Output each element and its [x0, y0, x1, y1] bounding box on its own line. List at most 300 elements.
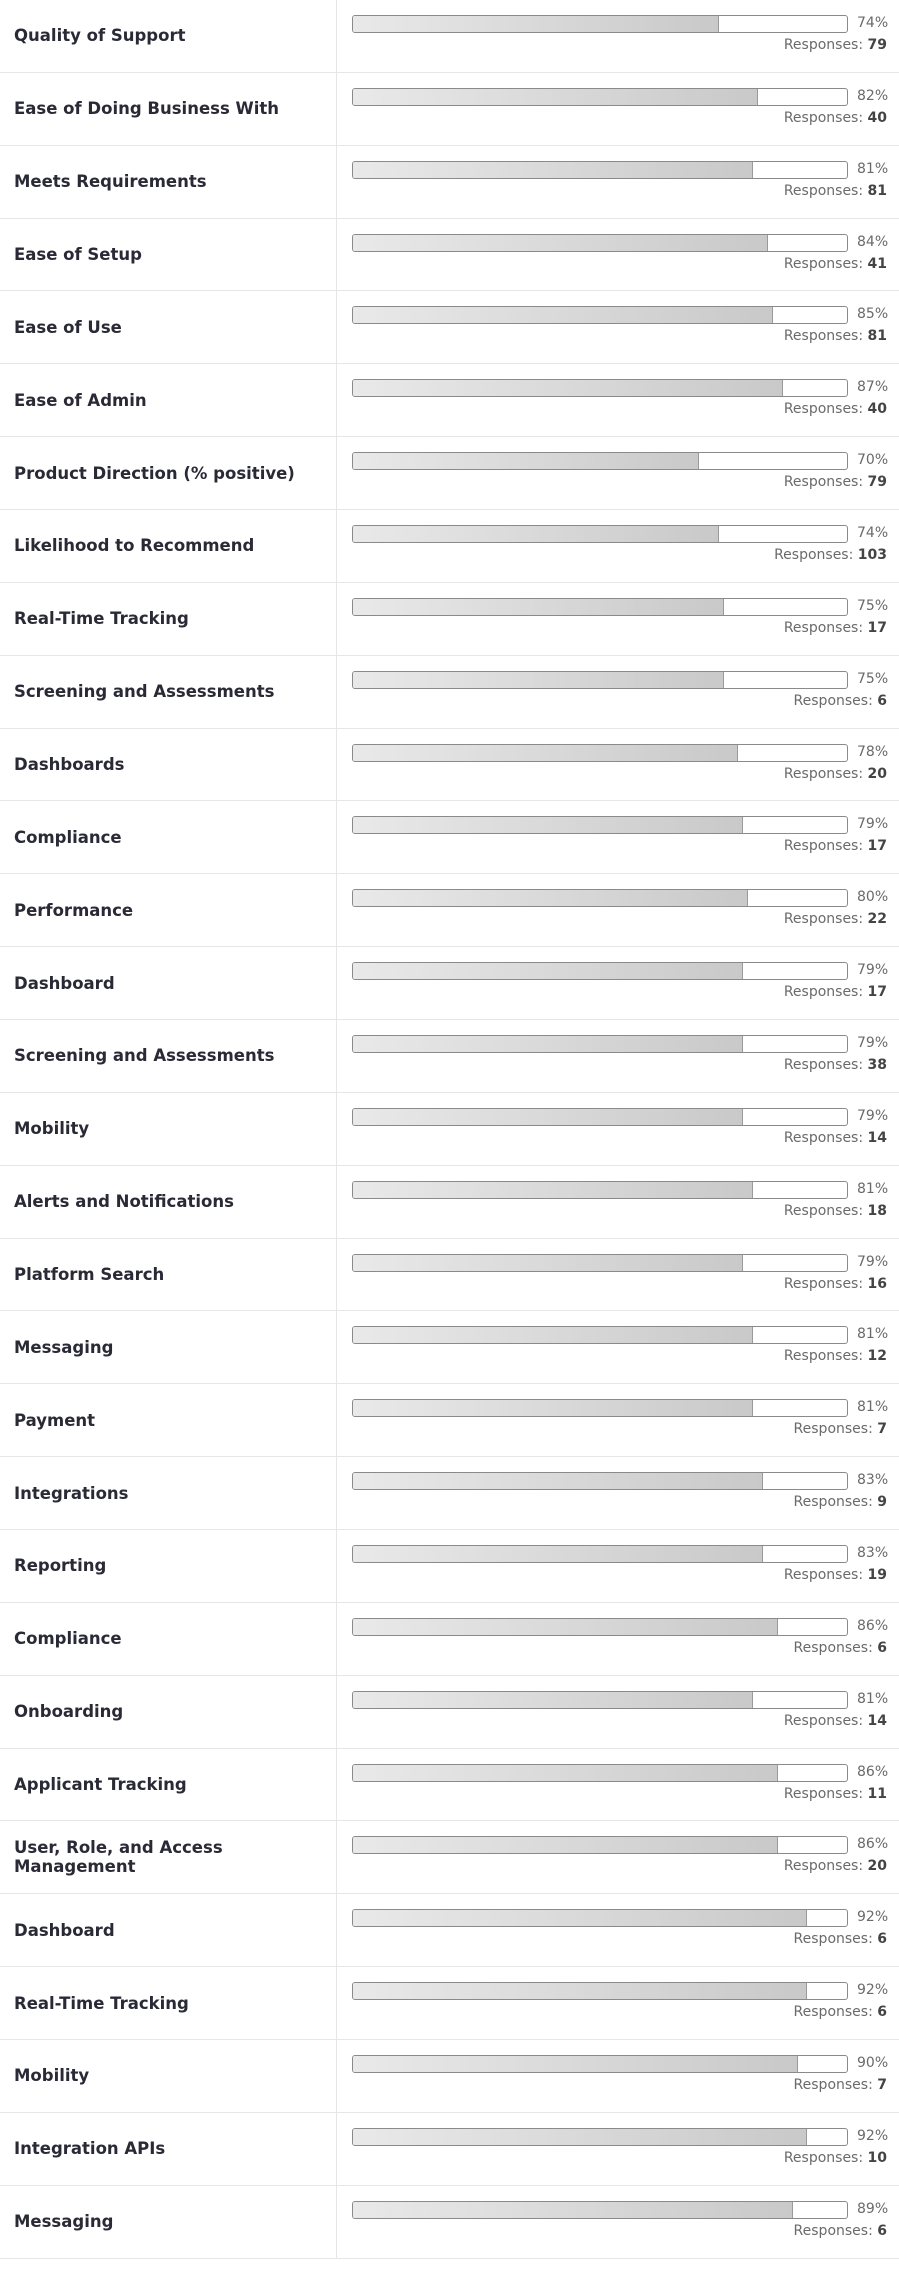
- responses-label: Responses:: [793, 1421, 873, 1438]
- table-row: [0, 1093, 899, 1166]
- feature-label-cell: [0, 1749, 337, 1821]
- responses-count: 81: [867, 328, 887, 345]
- score-bar-fill: [353, 89, 758, 105]
- feature-label: Messaging: [14, 2212, 114, 2232]
- responses-text: [784, 474, 887, 490]
- responses-count: 22: [867, 911, 887, 928]
- score-bar-fill: [353, 963, 743, 979]
- responses-text: [794, 1494, 887, 1510]
- score-cell: [337, 146, 899, 218]
- feature-label-cell: [0, 2113, 337, 2185]
- feature-label: Ease of Doing Business With: [14, 99, 280, 119]
- responses-text: [784, 401, 887, 417]
- table-row: [0, 2040, 899, 2113]
- score-bar-fill: [353, 526, 719, 542]
- score-percent: 81%: [857, 160, 889, 177]
- responses-count: 79: [867, 37, 887, 53]
- responses-count: 20: [867, 765, 887, 782]
- score-cell: [337, 1020, 899, 1092]
- responses-text: [784, 37, 887, 53]
- feature-label: Screening and Assessments: [14, 1046, 275, 1066]
- feature-label-cell: [0, 656, 337, 728]
- responses-label: Responses:: [783, 911, 864, 928]
- score-bar-fill: [353, 1692, 753, 1708]
- feature-label: Mobility: [14, 1119, 90, 1139]
- responses-label: Responses:: [783, 1348, 864, 1365]
- responses-text: [784, 984, 887, 1000]
- score-cell: [337, 1239, 899, 1311]
- responses-count: 18: [867, 1202, 887, 1219]
- score-bar-fill: [353, 2056, 798, 2072]
- score-percent: 85%: [857, 306, 889, 323]
- score-cell: [337, 1166, 899, 1238]
- score-bar: [352, 671, 848, 689]
- score-cell: [337, 291, 899, 363]
- responses-text: [774, 547, 887, 563]
- feature-label: Ease of Admin: [14, 390, 147, 410]
- feature-label: Ease of Use: [14, 317, 122, 337]
- table-row: [0, 801, 899, 874]
- feature-label-cell: [0, 1821, 337, 1893]
- score-percent: 74%: [857, 525, 889, 542]
- score-bar: [352, 88, 848, 106]
- feature-label-cell: [0, 1384, 337, 1456]
- score-bar: [352, 889, 848, 907]
- feature-label-cell: [0, 0, 337, 72]
- score-bar-fill: [353, 1182, 753, 1198]
- score-bar-fill: [353, 1910, 807, 1926]
- score-bar-fill: [353, 1255, 743, 1271]
- score-bar: [352, 1108, 848, 1126]
- responses-label: Responses:: [783, 2149, 864, 2166]
- responses-count: 41: [867, 255, 887, 272]
- feature-label: Alerts and Notifications: [14, 1192, 234, 1212]
- responses-label: Responses:: [783, 1275, 864, 1292]
- responses-label: Responses:: [783, 255, 864, 272]
- responses-label: Responses:: [783, 838, 864, 855]
- responses-count: 10: [867, 2149, 887, 2166]
- score-cell: [337, 947, 899, 1019]
- responses-count: 7: [877, 2077, 887, 2094]
- score-bar: [352, 598, 848, 616]
- responses-label: Responses:: [793, 1494, 873, 1511]
- responses-text: [784, 1858, 887, 1874]
- score-bar: [352, 15, 848, 33]
- score-bar: [352, 2201, 848, 2219]
- table-row: [0, 1384, 899, 1457]
- responses-text: [784, 1276, 887, 1292]
- score-bar-fill: [353, 890, 748, 906]
- feature-label-cell: [0, 1239, 337, 1311]
- responses-text: [784, 1057, 887, 1073]
- score-bar: [352, 1181, 848, 1199]
- table-row: [0, 729, 899, 802]
- responses-text: [784, 620, 887, 636]
- responses-text: [784, 1786, 887, 1802]
- score-cell: [337, 729, 899, 801]
- score-cell: [337, 1821, 899, 1893]
- feature-label: Compliance: [14, 1629, 122, 1649]
- responses-count: 12: [867, 1348, 887, 1365]
- score-percent: 92%: [857, 2127, 889, 2144]
- responses-count: 38: [867, 1057, 887, 1074]
- feature-label: User, Role, and Access Management: [14, 1838, 223, 1877]
- score-bar-fill: [353, 1036, 743, 1052]
- score-percent: 75%: [857, 597, 889, 614]
- table-row: [0, 1894, 899, 1967]
- score-cell: [337, 801, 899, 873]
- feature-label: Dashboards: [14, 755, 125, 775]
- feature-label: Applicant Tracking: [14, 1775, 187, 1795]
- responses-count: 20: [867, 1858, 887, 1875]
- score-cell: [337, 2113, 899, 2185]
- feature-label-cell: [0, 364, 337, 436]
- table-row: [0, 583, 899, 656]
- score-bar-fill: [353, 1619, 778, 1635]
- feature-label-cell: [0, 2186, 337, 2258]
- responses-count: 17: [867, 619, 887, 636]
- feature-label: Dashboard: [14, 1920, 115, 1940]
- responses-text: [794, 1931, 887, 1947]
- score-bar-fill: [353, 1837, 778, 1853]
- feature-label-cell: [0, 801, 337, 873]
- responses-label: Responses:: [783, 1785, 864, 1802]
- score-bar-fill: [353, 380, 783, 396]
- table-row: [0, 291, 899, 364]
- score-percent: 79%: [857, 1035, 889, 1052]
- score-percent: 74%: [857, 15, 889, 31]
- score-bar-fill: [353, 745, 738, 761]
- score-bar-fill: [353, 1983, 807, 1999]
- feature-label: Dashboard: [14, 973, 115, 993]
- score-percent: 92%: [857, 1909, 889, 1926]
- responses-count: 79: [867, 474, 887, 491]
- table-row: [0, 437, 899, 510]
- score-percent: 84%: [857, 233, 889, 250]
- table-row: [0, 1530, 899, 1603]
- responses-label: Responses:: [793, 2077, 873, 2094]
- feature-label-cell: [0, 729, 337, 801]
- feature-label: Ease of Setup: [14, 245, 142, 264]
- score-cell: [337, 2186, 899, 2258]
- responses-text: [784, 1203, 887, 1219]
- responses-count: 11: [867, 1785, 887, 1802]
- feature-label: Messaging: [14, 1337, 114, 1357]
- score-percent: 80%: [857, 889, 889, 906]
- feature-label: Onboarding: [14, 1702, 124, 1722]
- feature-label-cell: [0, 874, 337, 946]
- score-bar: [352, 744, 848, 762]
- score-cell: [337, 1093, 899, 1165]
- score-bar: [352, 1982, 848, 2000]
- responses-label: Responses:: [793, 1931, 873, 1948]
- responses-label: Responses:: [783, 37, 864, 53]
- score-percent: 87%: [857, 379, 889, 396]
- table-row: [0, 2186, 899, 2259]
- score-cell: [337, 1384, 899, 1456]
- responses-label: Responses:: [783, 109, 864, 126]
- score-bar-fill: [353, 1765, 778, 1781]
- score-bar-fill: [353, 162, 753, 178]
- feature-label-cell: [0, 1603, 337, 1675]
- score-percent: 89%: [857, 2200, 889, 2217]
- score-percent: 83%: [857, 1545, 889, 1562]
- score-percent: 79%: [857, 1107, 889, 1124]
- responses-text: [784, 183, 887, 199]
- responses-label: Responses:: [783, 1858, 864, 1875]
- score-bar-fill: [353, 235, 768, 251]
- feature-label: Mobility: [14, 2066, 90, 2086]
- score-bar-fill: [353, 1400, 753, 1416]
- score-percent: 81%: [857, 1690, 889, 1707]
- score-percent: 75%: [857, 670, 889, 687]
- score-percent: 79%: [857, 1253, 889, 1270]
- score-cell: [337, 219, 899, 291]
- table-row: [0, 1239, 899, 1312]
- table-row: [0, 364, 899, 437]
- responses-count: 6: [877, 2004, 887, 2021]
- score-bar: [352, 1399, 848, 1417]
- feature-label-cell: [0, 1530, 337, 1602]
- responses-count: 40: [867, 109, 887, 126]
- score-bar-fill: [353, 1327, 753, 1343]
- responses-text: [784, 1567, 887, 1583]
- responses-label: Responses:: [783, 619, 864, 636]
- score-bar: [352, 1472, 848, 1490]
- responses-label: Responses:: [783, 401, 864, 418]
- responses-text: [784, 766, 887, 782]
- feature-label-cell: [0, 1166, 337, 1238]
- score-cell: [337, 73, 899, 145]
- feature-label-cell: [0, 437, 337, 509]
- feature-label-cell: [0, 1676, 337, 1748]
- score-percent: 81%: [857, 1326, 889, 1343]
- score-bar: [352, 161, 848, 179]
- score-percent: 81%: [857, 1180, 889, 1197]
- feature-label: Screening and Assessments: [14, 682, 275, 702]
- feature-label: Product Direction (% positive): [14, 463, 295, 483]
- score-percent: 79%: [857, 962, 889, 979]
- score-bar: [352, 962, 848, 980]
- responses-count: 6: [877, 692, 887, 709]
- responses-text: [794, 2004, 887, 2020]
- table-row: [0, 73, 899, 146]
- score-cell: [337, 656, 899, 728]
- responses-count: 40: [867, 401, 887, 418]
- responses-count: 81: [867, 182, 887, 199]
- score-cell: [337, 364, 899, 436]
- score-percent: 86%: [857, 1617, 889, 1634]
- score-bar: [352, 525, 848, 543]
- score-bar: [352, 1254, 848, 1272]
- score-bar: [352, 2055, 848, 2073]
- score-bar: [352, 1691, 848, 1709]
- responses-label: Responses:: [793, 1639, 873, 1656]
- score-cell: [337, 0, 899, 72]
- score-cell: [337, 1457, 899, 1529]
- score-bar: [352, 1909, 848, 1927]
- score-cell: [337, 2040, 899, 2112]
- feature-label-cell: [0, 146, 337, 218]
- score-percent: 70%: [857, 452, 889, 469]
- score-bar-fill: [353, 1473, 763, 1489]
- feature-label: Reporting: [14, 1556, 107, 1576]
- responses-count: 6: [877, 2222, 887, 2239]
- score-cell: [337, 510, 899, 582]
- score-bar-fill: [353, 2129, 807, 2145]
- responses-label: Responses:: [793, 2222, 873, 2239]
- responses-count: 14: [867, 1712, 887, 1729]
- responses-count: 16: [867, 1275, 887, 1292]
- responses-label: Responses:: [783, 1129, 864, 1146]
- responses-label: Responses:: [793, 692, 873, 709]
- responses-count: 17: [867, 838, 887, 855]
- score-bar: [352, 1836, 848, 1854]
- feature-label-cell: [0, 1311, 337, 1383]
- score-percent: 86%: [857, 1763, 889, 1780]
- responses-text: [784, 911, 887, 927]
- responses-count: 19: [867, 1567, 887, 1584]
- responses-count: 6: [877, 1639, 887, 1656]
- responses-count: 14: [867, 1129, 887, 1146]
- responses-text: [794, 1640, 887, 1656]
- responses-text: [784, 328, 887, 344]
- table-row: [0, 1166, 899, 1239]
- score-percent: 79%: [857, 816, 889, 833]
- score-cell: [337, 1676, 899, 1748]
- score-percent: 78%: [857, 743, 889, 760]
- responses-text: [784, 1713, 887, 1729]
- responses-label: Responses:: [783, 1057, 864, 1074]
- responses-label: Responses:: [793, 2004, 873, 2021]
- table-row: [0, 1311, 899, 1384]
- score-bar-fill: [353, 672, 724, 688]
- responses-label: Responses:: [783, 1712, 864, 1729]
- responses-label: Responses:: [774, 547, 854, 564]
- responses-text: [784, 2150, 887, 2166]
- feature-label: Meets Requirements: [14, 172, 207, 192]
- score-bar-fill: [353, 817, 743, 833]
- score-bar: [352, 1618, 848, 1636]
- score-bar: [352, 1545, 848, 1563]
- feature-label-cell: [0, 1967, 337, 2039]
- responses-count: 17: [867, 984, 887, 1001]
- score-cell: [337, 437, 899, 509]
- score-cell: [337, 1894, 899, 1966]
- responses-text: [794, 693, 887, 709]
- table-row: [0, 1603, 899, 1676]
- responses-text: [784, 838, 887, 854]
- score-bar: [352, 379, 848, 397]
- responses-text: [784, 110, 887, 126]
- score-percent: 92%: [857, 1982, 889, 1999]
- feature-label: Platform Search: [14, 1265, 165, 1285]
- feature-label: Likelihood to Recommend: [14, 536, 255, 556]
- table-row: [0, 1821, 899, 1894]
- responses-label: Responses:: [783, 765, 864, 782]
- score-bar: [352, 1764, 848, 1782]
- responses-text: [794, 2077, 887, 2093]
- score-cell: [337, 1967, 899, 2039]
- score-percent: 90%: [857, 2055, 889, 2072]
- table-row: [0, 1676, 899, 1749]
- score-bar-fill: [353, 16, 719, 32]
- score-bar-fill: [353, 1546, 763, 1562]
- feature-label-cell: [0, 1894, 337, 1966]
- feature-label-cell: [0, 1457, 337, 1529]
- feature-label: Performance: [14, 900, 134, 920]
- table-row: [0, 656, 899, 729]
- table-row: [0, 1457, 899, 1530]
- feature-label-cell: [0, 219, 337, 291]
- score-percent: 86%: [857, 1836, 889, 1853]
- score-percent: 83%: [857, 1472, 889, 1489]
- score-bar-fill: [353, 599, 724, 615]
- table-row: [0, 874, 899, 947]
- score-cell: [337, 1603, 899, 1675]
- table-row: [0, 947, 899, 1020]
- responses-count: 7: [877, 1421, 887, 1438]
- responses-label: Responses:: [783, 474, 864, 491]
- feature-label-cell: [0, 1020, 337, 1092]
- feature-label: Compliance: [14, 827, 122, 847]
- score-bar-fill: [353, 2202, 793, 2218]
- feature-label-cell: [0, 510, 337, 582]
- responses-label: Responses:: [783, 1202, 864, 1219]
- score-cell: [337, 874, 899, 946]
- score-cell: [337, 1749, 899, 1821]
- feature-label-cell: [0, 2040, 337, 2112]
- score-bar: [352, 1326, 848, 1344]
- feature-label: Integrations: [14, 1483, 129, 1503]
- score-cell: [337, 583, 899, 655]
- responses-text: [794, 1421, 887, 1437]
- responses-count: 6: [877, 1931, 887, 1948]
- score-percent: 82%: [857, 87, 889, 104]
- table-row: [0, 1967, 899, 2040]
- score-cell: [337, 1311, 899, 1383]
- responses-label: Responses:: [783, 984, 864, 1001]
- feature-label-cell: [0, 947, 337, 1019]
- table-row: [0, 2113, 899, 2186]
- table-row: [0, 0, 899, 73]
- feature-label-cell: [0, 583, 337, 655]
- score-bar: [352, 816, 848, 834]
- responses-text: [784, 1348, 887, 1364]
- table-row: [0, 146, 899, 219]
- responses-text: [784, 256, 887, 272]
- responses-label: Responses:: [783, 328, 864, 345]
- score-bar: [352, 306, 848, 324]
- responses-count: 9: [877, 1494, 887, 1511]
- score-bar-fill: [353, 307, 773, 323]
- feature-label-cell: [0, 73, 337, 145]
- responses-text: [794, 2223, 887, 2239]
- score-cell: [337, 1530, 899, 1602]
- feature-label: Quality of Support: [14, 26, 186, 46]
- feature-label: Real-Time Tracking: [14, 609, 189, 629]
- responses-count: 103: [857, 547, 887, 564]
- score-bar: [352, 2128, 848, 2146]
- responses-label: Responses:: [783, 182, 864, 199]
- feature-label: Payment: [14, 1410, 96, 1430]
- table-row: [0, 510, 899, 583]
- feature-label: Real-Time Tracking: [14, 1993, 189, 2013]
- feature-label-cell: [0, 1093, 337, 1165]
- responses-text: [784, 1130, 887, 1146]
- score-bar: [352, 234, 848, 252]
- score-bar: [352, 1035, 848, 1053]
